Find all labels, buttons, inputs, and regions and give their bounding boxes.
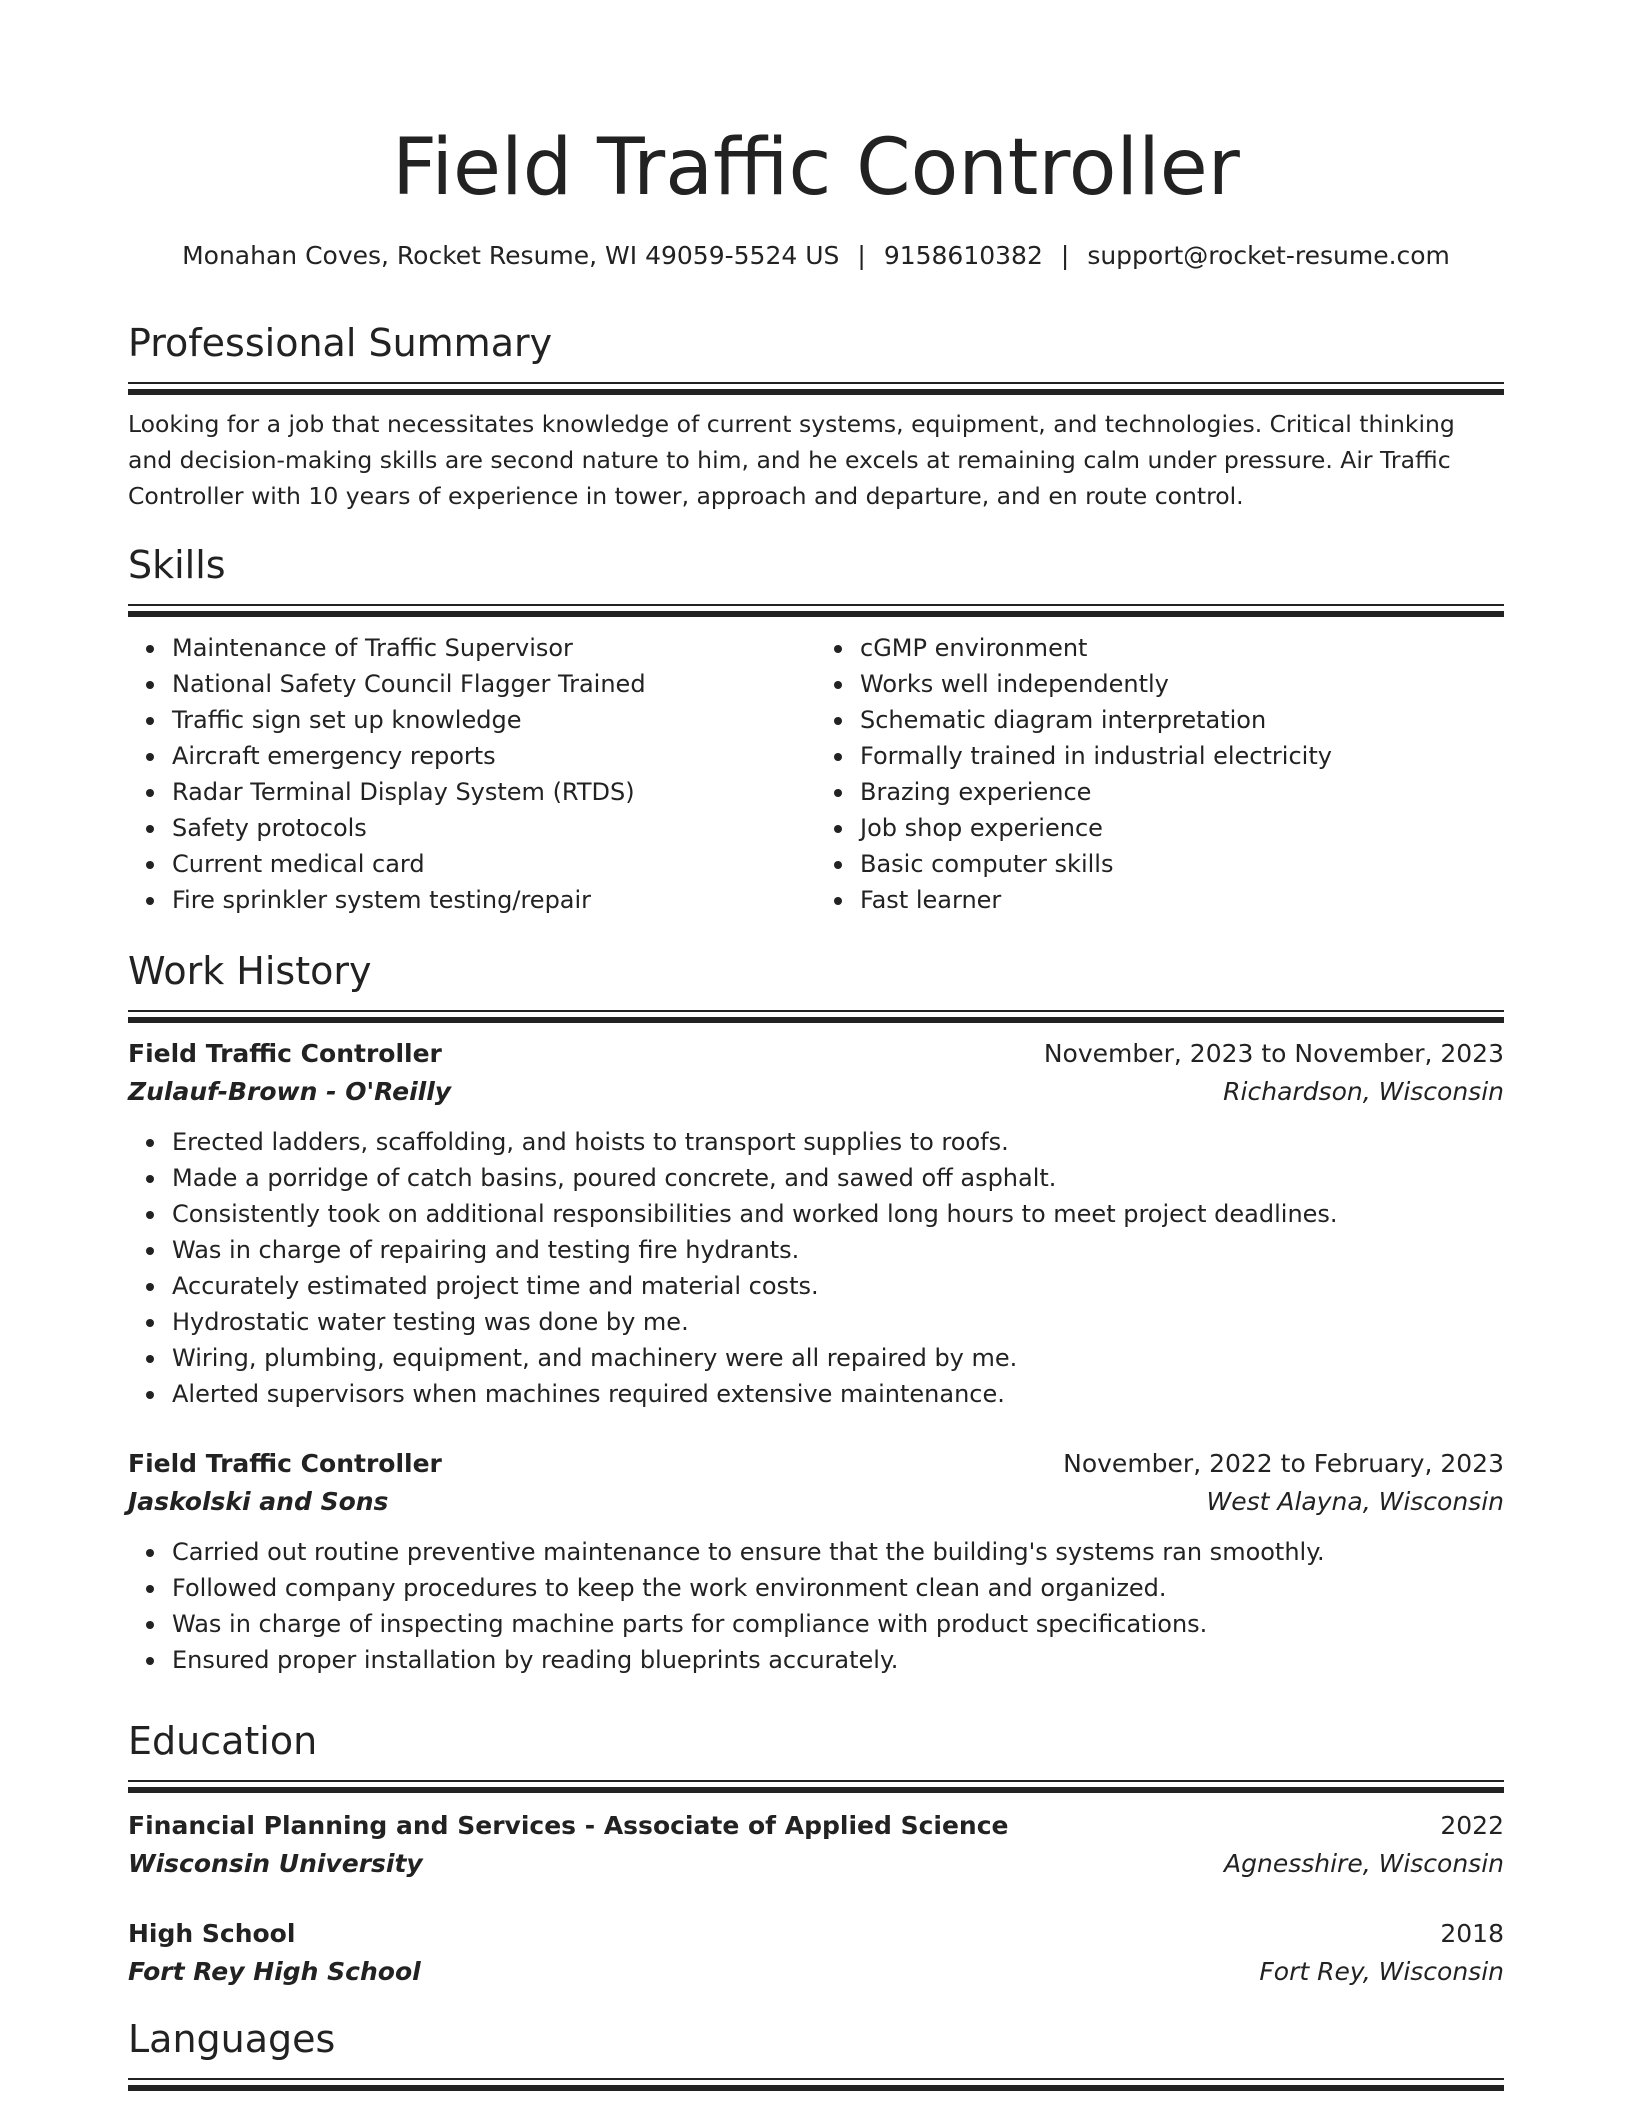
skills-heading: Skills <box>128 543 226 587</box>
work-history-heading: Work History <box>128 949 372 993</box>
job-location: Richardson, Wisconsin <box>1223 1077 1504 1106</box>
education-location: Agnesshire, Wisconsin <box>1224 1849 1504 1878</box>
skills-list-left <box>128 630 816 918</box>
languages-heading: Languages <box>128 2017 336 2061</box>
summary-text: Looking for a job that necessitates knowledge of current systems, equipment, and technologies. Critical thinking and decision-making skills are second nature to him, and he excels at remaining calm under pressure. Air Traffic Controller with 10 years of experience in tower, approach and departure, and en route control. <box>128 410 1455 510</box>
section-divider <box>128 1780 1504 1794</box>
section-divider <box>128 604 1504 618</box>
job-dates: November, 2023 to November, 2023 <box>1043 1039 1504 1068</box>
job-bullet: Followed company procedures to keep the work environment clean and organized. <box>172 1570 1504 1606</box>
skill-item: National Safety Council Flagger Trained <box>172 666 816 702</box>
education-entry <box>128 1882 1504 1990</box>
education-header <box>128 1806 1504 1846</box>
job-location: West Alayna, Wisconsin <box>1206 1487 1504 1516</box>
skills-list-right <box>816 630 1504 918</box>
job-bullet: Carried out routine preventive maintenance to ensure that the building's systems ran smoothly. <box>172 1534 1504 1570</box>
contact-separator: | <box>857 241 866 270</box>
job-title: Field Traffic Controller <box>128 1449 442 1478</box>
job-bullet: Was in charge of inspecting machine parts for compliance with product specifications. <box>172 1606 1504 1642</box>
job-bullet: Erected ladders, scaffolding, and hoists to transport supplies to roofs. <box>172 1124 1504 1160</box>
skill-item: Job shop experience <box>860 810 1504 846</box>
skill-item: Fast learner <box>860 882 1504 918</box>
education-subheader <box>128 1846 1504 1882</box>
job-bullets <box>128 1520 1504 1678</box>
contact-phone: 9158610382 <box>883 241 1043 270</box>
education-degree: High School <box>128 1919 296 1948</box>
skill-item: Schematic diagram interpretation <box>860 702 1504 738</box>
job-company: Jaskolski and Sons <box>128 1487 389 1516</box>
contact-separator: | <box>1060 241 1070 270</box>
skill-item: Basic computer skills <box>860 846 1504 882</box>
skills-columns <box>128 618 1504 918</box>
education-year: 2018 <box>1440 1919 1504 1948</box>
job-header <box>128 1444 1504 1484</box>
summary-section <box>128 318 1504 514</box>
job-dates: November, 2022 to February, 2023 <box>1063 1449 1504 1478</box>
education-heading: Education <box>128 1719 318 1763</box>
education-year: 2022 <box>1440 1811 1504 1840</box>
skill-item: Fire sprinkler system testing/repair <box>172 882 816 918</box>
skill-item: Maintenance of Traffic Supervisor <box>172 630 816 666</box>
job-bullet: Was in charge of repairing and testing fire hydrants. <box>172 1232 1504 1268</box>
education-location: Fort Rey, Wisconsin <box>1259 1957 1504 1986</box>
job-subheader <box>128 1484 1504 1520</box>
skill-item: Safety protocols <box>172 810 816 846</box>
skill-item: Traffic sign set up knowledge <box>172 702 816 738</box>
skill-item: Radar Terminal Display System (RTDS) <box>172 774 816 810</box>
job-bullets <box>128 1110 1504 1412</box>
summary-heading: Professional Summary <box>128 321 553 365</box>
contact-email[interactable]: support@rocket-resume.com <box>1087 241 1450 270</box>
skill-item: Aircraft emergency reports <box>172 738 816 774</box>
section-divider <box>128 382 1504 396</box>
section-divider <box>128 2078 1504 2092</box>
job-subheader <box>128 1074 1504 1110</box>
job-bullet: Consistently took on additional responsibilities and worked long hours to meet project deadlines. <box>172 1196 1504 1232</box>
job-header <box>128 1034 1504 1074</box>
work-history-section <box>128 946 1504 1678</box>
job-entry <box>128 1412 1504 1678</box>
job-company: Zulauf-Brown - O'Reilly <box>128 1077 452 1106</box>
job-bullet: Hydrostatic water testing was done by me. <box>172 1304 1504 1340</box>
job-bullet: Wiring, plumbing, equipment, and machinery were all repaired by me. <box>172 1340 1504 1376</box>
job-entry <box>128 1024 1504 1412</box>
education-subheader <box>128 1954 1504 1990</box>
job-bullet: Accurately estimated project time and material costs. <box>172 1268 1504 1304</box>
education-school: Wisconsin University <box>128 1849 423 1878</box>
resume-title: Field Traffic Controller <box>392 123 1240 213</box>
education-header <box>128 1914 1504 1954</box>
contact-line <box>128 236 1504 276</box>
skill-item: Current medical card <box>172 846 816 882</box>
skill-item: Formally trained in industrial electricity <box>860 738 1504 774</box>
job-bullet: Made a porridge of catch basins, poured concrete, and sawed off asphalt. <box>172 1160 1504 1196</box>
job-title: Field Traffic Controller <box>128 1039 442 1068</box>
skill-item: Works well independently <box>860 666 1504 702</box>
section-divider <box>128 1010 1504 1024</box>
skill-item: Brazing experience <box>860 774 1504 810</box>
education-entry <box>128 1794 1504 1882</box>
contact-address: Monahan Coves, Rocket Resume, WI 49059-5524 US <box>182 241 840 270</box>
education-degree: Financial Planning and Services - Associate of Applied Science <box>128 1811 1009 1840</box>
job-bullet: Ensured proper installation by reading blueprints accurately. <box>172 1642 1504 1678</box>
job-bullet: Alerted supervisors when machines required extensive maintenance. <box>172 1376 1504 1412</box>
education-school: Fort Rey High School <box>128 1957 421 1986</box>
skills-section <box>128 540 1504 918</box>
education-section <box>128 1716 1504 1990</box>
skill-item: cGMP environment <box>860 630 1504 666</box>
languages-section <box>128 2014 1504 2092</box>
